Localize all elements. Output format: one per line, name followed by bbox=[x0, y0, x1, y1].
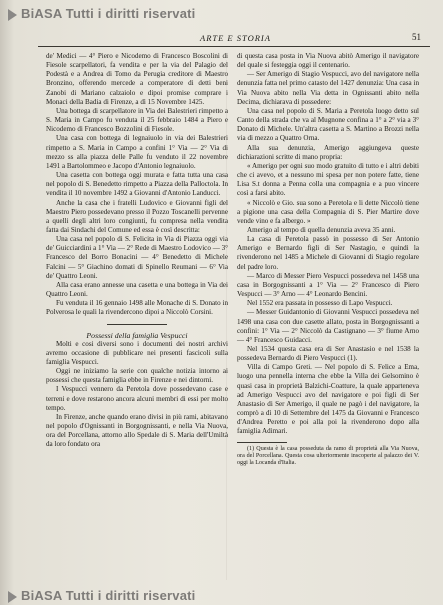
watermark-top bbox=[8, 6, 196, 21]
paragraph: Nel 1534 questa casa era di Ser Anastasio e nel 1538 la possedeva Bernardo di Piero Vespucci (1). bbox=[237, 345, 419, 363]
paragraph: Anche la casa che i fratelli Ludovico e Giovanni figli del Maestro Piero possedevano presso il Pozzo Toscanelli pervenne a quelli degli altri loro congiunti, fu compresa nella vendita fatta dai Sindachi del Comune ed essa è così descritta: bbox=[46, 198, 228, 234]
paragraph: Alla casa erano annesse una casetta e una bottega in Via dei Quattro Leoni. bbox=[46, 280, 228, 299]
paragraph: — Messer Guidantonio di Giovanni Vespucci possedeva nel 1498 una casa con due casette allato, posta in Borgognissanti a confini: 1° Via — 2° Niccolò da Castignano — 3° fiume Arno — 4° Francesco Guidacci. bbox=[237, 308, 419, 344]
paragraph: Oggi ne iniziamo la serie con qualche notizia intorno ai possessi che questa famiglia ebbe in Firenze e nei dintorni. bbox=[46, 367, 228, 385]
right-column bbox=[237, 52, 419, 468]
paragraph: « Niccolò e Gio. sua sono a Peretola e li dette Niccolò tiene a pigione una casa della Compagnia di S. Pier Martire dove vende vino e fa albergo. » bbox=[237, 198, 419, 225]
footnote-divider bbox=[237, 442, 287, 443]
section-heading: Possessi della famiglia Vespucci bbox=[86, 330, 188, 340]
paragraph: Molti e cosi diversi sono i documenti dei nostri archivi avremo occasione di pubblicare nei presenti fascicoli sulla famiglia Vespucci. bbox=[46, 339, 228, 366]
paragraph: Nel 1552 era passata in possesso di Lapo Vespucci. bbox=[247, 299, 393, 308]
paragraph: In Firenze, anche quando erano divisi in più rami, abitavano nel popolo d'Ognissanti in Borgognissanti, e nella Via Nuova, ora del Porcellana, attorno allo Spedale di S. Maria dell'Umiltà da loro fondato ora bbox=[46, 412, 228, 449]
paragraph: Una casetta con bottega oggi murata e fatta tutta una casa nel popolo di S. Benedetto rimpetto a Piazza della Palloctola. In vendita il 10 novembre 1492 a Giovanni d'Antonio Landucci. bbox=[46, 171, 228, 198]
paragraph: — Ser Amerigo di Stagio Vespucci, avo del navigatore nella denunzia fatta nel primo catasto del 1427 denunzia: Una casa in Via Nuova abito nella Via detta in Ognissanti abito nella Decima, dichiarava di possedere: bbox=[237, 70, 419, 106]
arrow-icon bbox=[8, 591, 17, 603]
paragraph: di questa casa posta in Via Nuova abitò Amerigo il navigatore del quale si festeggia oggi il centenario. bbox=[237, 52, 419, 70]
paragraph: Amerigo al tempo di quella denunzia aveva 35 anni. bbox=[247, 225, 396, 234]
page-number: 51 bbox=[412, 32, 421, 42]
paragraph: Una bottega di scarpellatore in Via dei Balestrieri rimpetto a S. Maria in Campo fu venduta il 25 febbraio 1484 a Piero e Nicodemo di Francesco Bozzolini di Fiesole. bbox=[46, 106, 228, 134]
paragraph: Una casa nel popolo di S. Felicita in Via di Piazza oggi via de' Guicciardini a 1° Via — 2° Rede di Maestro Lodovico — 3° Francesco del Borro Bonacini — 4° Benedetto di Michele Falcini — 5° Giachino domati di Spinello Reumani — 6° Via de' Quattro Leoni. bbox=[46, 235, 228, 280]
paragraph: Una casa nel popolo di S. Maria a Peretola luogo detto sul Canto della strada che va al Mugnone confina a 1° a 2° via a 3° Donato di Michele. Un'altra casetta a S. Martino a Brozzi nella via di mezzo a Quattro Orna. bbox=[237, 106, 419, 143]
paragraph: Fu venduta il 16 gennaio 1498 alle Monache di S. Donato in Polverosa le quali la rivendercono dipoi a Niccolò Corsini. bbox=[46, 299, 228, 317]
paragraph: Una casa con bottega di legnaiuolo in via dei Balestrieri rimpetto a S. Maria in Campo a confini 1° Via — 2° Via di mezzo ss alla piazza delle Palle fu venduto il 22 novembre 1491 a Bartolommeo e Jacopo d'Antonio legnaiuolo. bbox=[46, 134, 228, 170]
paragraph: de' Medici — 4° Piero e Nicodemo di Francesco Boscolini di Fiesole scarpellatori, fa vendita e per la via del Palagio del Podestà e a Andrea di Tomo da Perugia creditore di Maestro Bronzino, offerendo mercede a comperatore di detti beni Zanobi di Mariano calzaiolo e dipoi promise comprare i Monaci della Badia di Firenze, a dì 15 Novembre 1425. bbox=[46, 52, 228, 106]
paragraph: Villa di Campo Greti. — Nel popolo di S. Felice a Ema, luogo una pennella interna che ebbe la Villa dei Gelsomino è quasi casa in proprietà Balzichi-Coatture, la quale apparteneva ad Amerigo Vespucci avo del navigatore e poi figli di Ser Anastasio di Ser Amerigo, il quale ne pagò i del navigatore, la comprò a dì 10 di Settembre del 1475 da Giovanni e Francesco d'Andrea Peretto e poi alla poi la rivenderono dopo alla famiglia Adimari. bbox=[237, 363, 419, 436]
watermark-bottom bbox=[8, 588, 196, 603]
footnote: (1) Questa è la casa posseduta da ramo di proprietà alla Via Nuova, ora del Porcellana. Questa cosa ulteriormente inscoperte al palazzo dei V. oggi la Locanda d'Italia. bbox=[237, 445, 419, 467]
left-column bbox=[46, 52, 228, 450]
paragraph: — Marco di Messer Piero Vespucci possedeva nel 1458 una casa in Borgognissanti a 1° Via — 2° Francesco di Piero Vespucci — 3° Arno — 4° Leonardo Bencini. bbox=[237, 271, 419, 299]
paragraph: « Amerigo per ogni suo modo gratuito di tutto e i altri debiti che ci avevo, et a nessuno mi spesa per non potere fatte, tiene Lisa S.t donna a Penna colla una compagnia e a puo vincere così a farsi abito. bbox=[237, 161, 419, 198]
watermark-text: BiASA Tutti i diritti riservati bbox=[21, 6, 196, 21]
paragraph: La casa di Peretola passò in possesso di Ser Antonio Amerigo e Bernardo figli di Ser Nastagio, e quindi la rivenderono nel 1485 a Michele di Giovanni di Stagio regolare del padre loro. bbox=[237, 235, 419, 271]
paragraph: Alla sua denunzia, Amerigo aggiungeva queste dichiarazioni scritte di mano propria: bbox=[237, 143, 419, 161]
running-head: ARTE E STORIA bbox=[200, 33, 271, 43]
watermark-text: BiASA Tutti i diritti riservati bbox=[21, 588, 196, 603]
header-rule bbox=[38, 46, 430, 47]
paragraph: I Vespucci vennero da Peretola dove possedevano case e terreni e dove restarono ancora alcuni membri di essi per molto tempo. bbox=[46, 385, 228, 412]
arrow-icon bbox=[8, 9, 17, 21]
section-divider bbox=[107, 324, 167, 325]
